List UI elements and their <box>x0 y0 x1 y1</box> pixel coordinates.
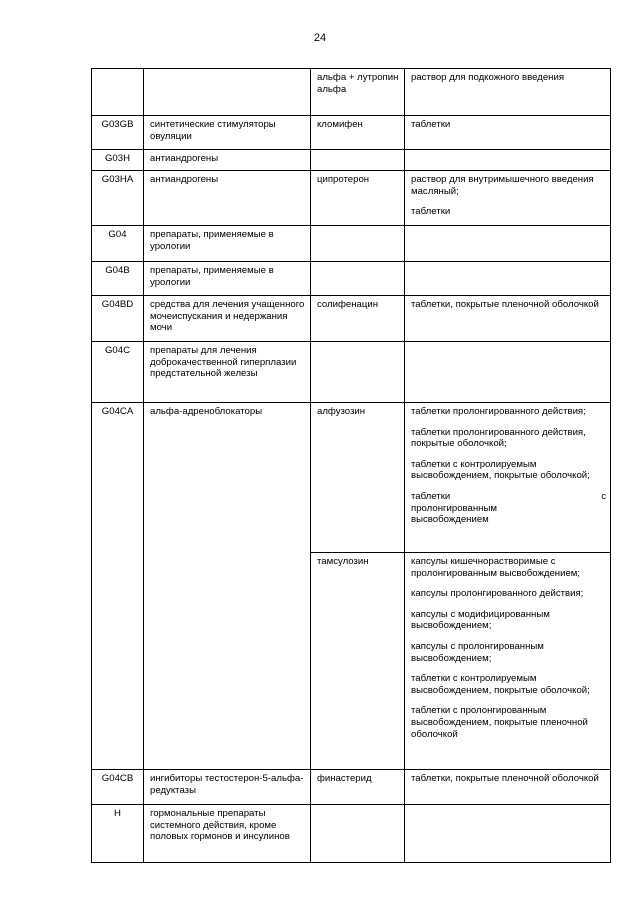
atc-code-cell: H <box>92 805 144 863</box>
dosage-form-cell <box>405 342 611 403</box>
dosage-form-cell <box>405 226 611 262</box>
atc-name-cell <box>144 69 311 116</box>
dosage-form-cell <box>405 770 611 805</box>
dosage-form-cell <box>405 805 611 863</box>
table-row <box>92 226 611 262</box>
dosage-form: таблетки <box>411 206 451 218</box>
drug-name-cell: солифенацин <box>311 296 405 342</box>
atc-code-cell: G03GB <box>92 116 144 150</box>
atc-code-cell: G04BD <box>92 296 144 342</box>
dosage-form-cell <box>405 296 611 342</box>
dosage-form: таблетки с пролонгированным высвобождением, покрытые пленочной оболочкой <box>411 705 588 740</box>
dosage-form: таблетки с пролонгированным высвобождением <box>411 490 606 526</box>
atc-code-cell: G04B <box>92 262 144 296</box>
dosage-form: таблетки, покрытые пленочной оболочкой <box>411 299 599 310</box>
drug-name-cell: финастерид <box>311 770 405 805</box>
atc-name-cell: препараты для лечения доброкачественной гиперплазии предстательной железы <box>144 342 311 403</box>
dosage-form: раствор для подкожного введения <box>411 72 565 83</box>
dosage-form: таблетки пролонгированного действия, покрытые оболочкой; <box>411 426 586 450</box>
dosage-form-cell <box>405 262 611 296</box>
atc-name-cell: ингибиторы тестостерон-5-альфа-редуктазы <box>144 770 311 805</box>
table-row <box>92 770 611 805</box>
atc-code-cell <box>92 69 144 116</box>
drug-name-cell: алфузозин <box>311 403 405 553</box>
dosage-form: таблетки с контролируемым высвобождением, покрытые оболочкой; <box>411 458 590 482</box>
table-row <box>92 403 611 553</box>
dosage-form: таблетки пролонгированного действия; <box>411 406 586 417</box>
atc-name-cell: альфа-адреноблокаторы <box>144 403 311 770</box>
table-row <box>92 69 611 116</box>
atc-code-cell: G04CB <box>92 770 144 805</box>
table-row <box>92 342 611 403</box>
dosage-form: капсулы с модифицированным высвобождением; <box>411 608 550 632</box>
drug-name-cell <box>311 150 405 171</box>
dosage-form: таблетки с контролируемым высвобождением, покрытые оболочкой; <box>411 673 590 696</box>
atc-code-cell: G03H <box>92 150 144 171</box>
atc-name-cell: антиандрогены <box>144 171 311 226</box>
table-row <box>92 296 611 342</box>
table-row <box>92 171 611 226</box>
drug-name-cell: альфа + лутропин альфа <box>311 69 405 116</box>
table-row <box>92 805 611 863</box>
dosage-form: раствор для внутримышечного введения масляный; <box>411 174 594 197</box>
atc-code-cell: G04CA <box>92 403 144 770</box>
drug-name-cell <box>311 226 405 262</box>
atc-code-cell: G04 <box>92 226 144 262</box>
table-row <box>92 116 611 150</box>
atc-name-cell: препараты, применяемые в урологии <box>144 226 311 262</box>
drug-name-cell <box>311 262 405 296</box>
drug-name-cell <box>311 805 405 863</box>
page-number: 24 <box>313 32 327 44</box>
dosage-form: таблетки, покрытые пленочной оболочкой <box>411 773 599 784</box>
dosage-form: капсулы пролонгированного действия; <box>411 588 584 600</box>
dosage-form-cell <box>405 403 611 553</box>
table-row <box>92 150 611 171</box>
drug-name-cell <box>311 342 405 403</box>
atc-name-cell: антиандрогены <box>144 150 311 171</box>
atc-name-cell: средства для лечения учащенного мочеиспускания и недержания мочи <box>144 296 311 342</box>
table-row <box>92 262 611 296</box>
dosage-form-cell <box>405 116 611 150</box>
dosage-form: таблетки <box>411 119 451 130</box>
dosage-form: капсулы кишечнорастворимые с пролонгированным высвобождением; <box>411 556 581 579</box>
drug-name-cell: ципротерон <box>311 171 405 226</box>
dosage-form-cell <box>405 171 611 226</box>
dosage-form-cell <box>405 150 611 171</box>
dosage-form-cell <box>405 553 611 770</box>
atc-code-cell: G03HA <box>92 171 144 226</box>
atc-name-cell: гормональные препараты системного действия, кроме половых гормонов и инсулинов <box>144 805 311 863</box>
drug-table <box>91 68 611 863</box>
dosage-form: капсулы с пролонгированным высвобождением; <box>411 640 544 664</box>
drug-name-cell: кломифен <box>311 116 405 150</box>
atc-code-cell: G04C <box>92 342 144 403</box>
drug-name-cell: тамсулозин <box>311 553 405 770</box>
dosage-form-cell <box>405 69 611 116</box>
atc-name-cell: синтетические стимуляторы овуляции <box>144 116 311 150</box>
atc-name-cell: препараты, применяемые в урологии <box>144 262 311 296</box>
